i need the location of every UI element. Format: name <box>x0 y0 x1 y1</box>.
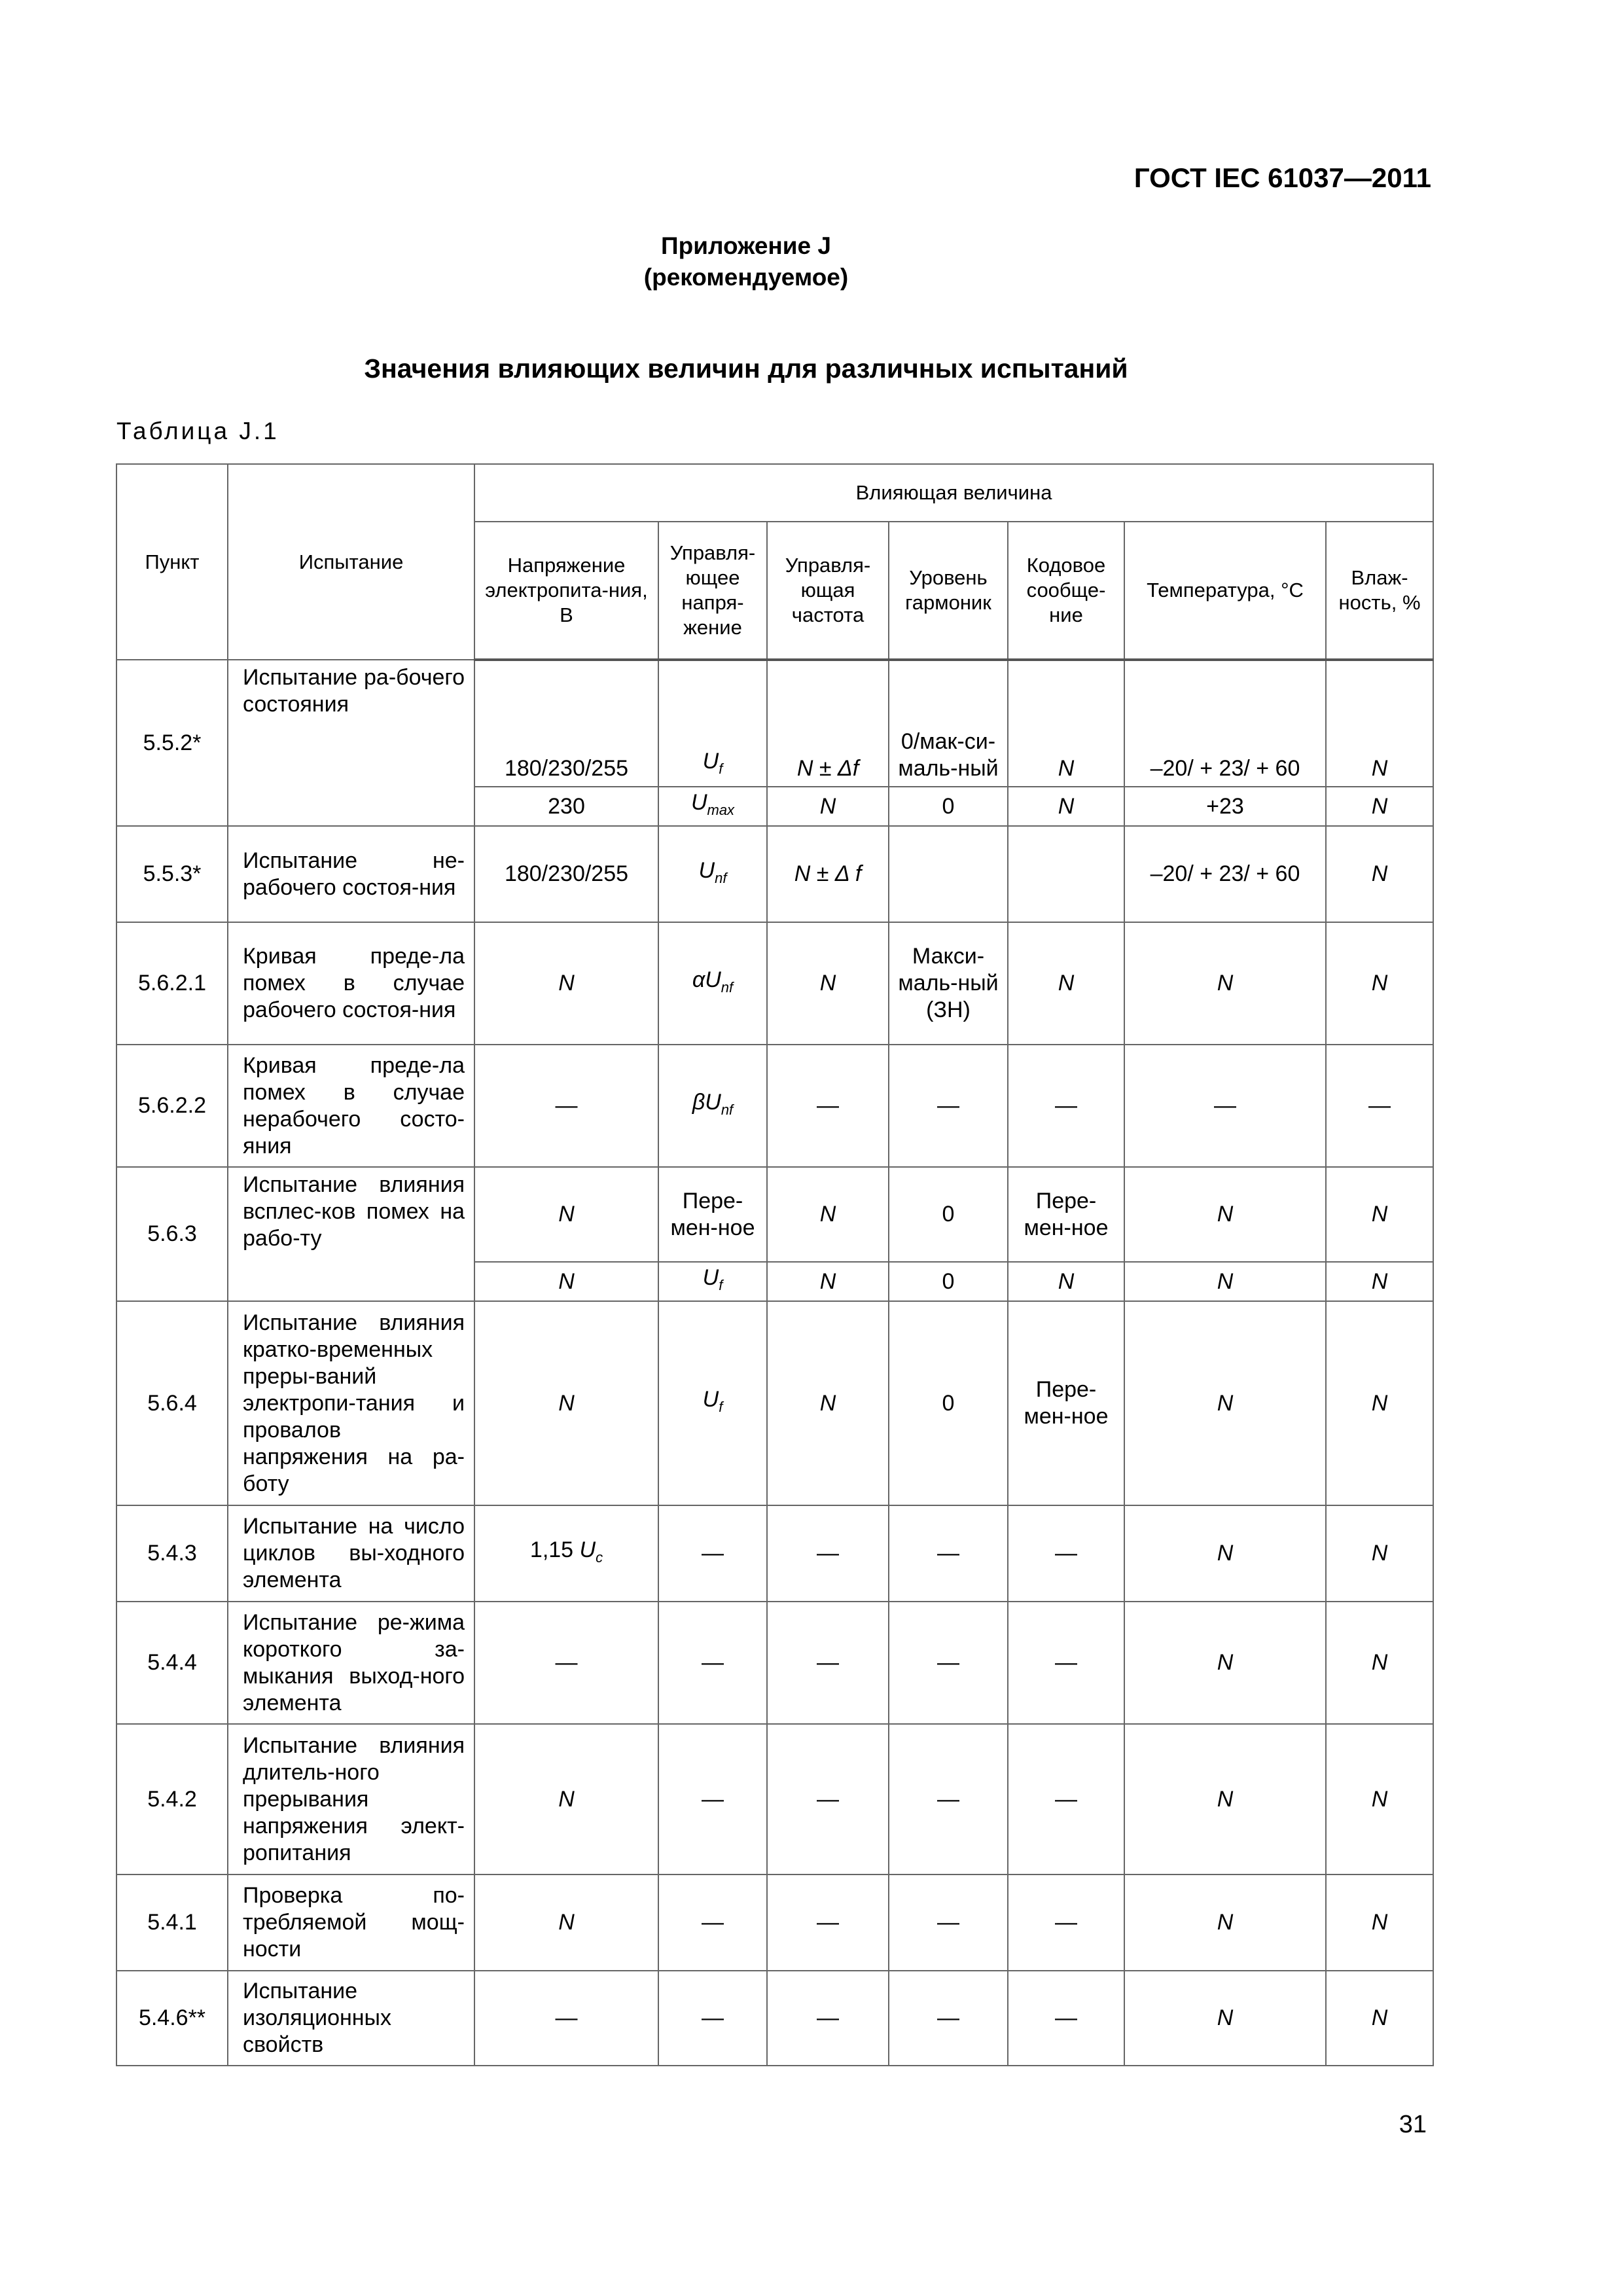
value-cell: N <box>1124 1602 1326 1724</box>
value-cell: N <box>767 1262 889 1301</box>
value-cell: N <box>1326 660 1433 787</box>
value-cell: $\beta U_{nf}$ <box>658 1045 767 1167</box>
value-cell: Пере-мен-ное <box>658 1167 767 1262</box>
test-name: Кривая преде-ла помех в случае нерабочего состо-яния <box>228 1045 474 1167</box>
column-header: Температура, °С <box>1124 522 1326 660</box>
value-cell: N <box>1008 922 1124 1045</box>
item-number: 5.5.2* <box>116 660 228 826</box>
value-cell: N <box>1008 1262 1124 1301</box>
document-designation: ГОСТ IEC 61037—2011 <box>1133 162 1431 193</box>
test-name: Испытание изоляционных свойств <box>228 1971 474 2066</box>
value-cell: N <box>1124 1167 1326 1262</box>
value-cell: N <box>474 922 658 1045</box>
test-name: Кривая преде-ла помех в случае рабочего состоя-ния <box>228 922 474 1045</box>
table-row <box>116 1045 1433 1167</box>
column-header-item: Пункт <box>116 464 228 660</box>
value-cell: 0 <box>889 787 1008 826</box>
value-cell: N <box>1326 1301 1433 1505</box>
table-caption: Таблица J.1 <box>116 418 279 444</box>
value-cell: — <box>474 1045 658 1167</box>
value-cell: N <box>1124 1874 1326 1971</box>
value-cell: N <box>1124 1724 1326 1874</box>
value-cell: N <box>1326 1874 1433 1971</box>
item-number: 5.4.3 <box>116 1505 228 1602</box>
value-cell: N <box>1326 787 1433 826</box>
value-cell: N <box>1008 787 1124 826</box>
table-row <box>116 826 1433 922</box>
value-cell: — <box>658 1971 767 2066</box>
table-row <box>116 1505 1433 1602</box>
value-cell: — <box>1008 1505 1124 1602</box>
value-cell: N <box>767 922 889 1045</box>
value-cell: — <box>658 1602 767 1724</box>
value-cell: N <box>474 1262 658 1301</box>
value-cell: $U_{max}$ <box>658 787 767 826</box>
value-cell: — <box>889 1505 1008 1602</box>
value-cell: N <box>1124 1971 1326 2066</box>
table-row <box>116 1971 1433 2066</box>
test-name: Испытание влияния кратко-временных преры-ваний электропи-тания и провалов напряжения на ра-боту <box>228 1301 474 1505</box>
value-cell: — <box>767 1724 889 1874</box>
column-header: Влаж-ность, % <box>1326 522 1433 660</box>
item-number: 5.6.2.2 <box>116 1045 228 1167</box>
value-cell: N ± Δf <box>767 660 889 787</box>
group-header: Влияющая величина <box>474 464 1433 522</box>
value-cell: — <box>889 1971 1008 2066</box>
value-cell: 0 <box>889 1262 1008 1301</box>
value-cell <box>889 826 1008 922</box>
value-cell: N <box>767 1301 889 1505</box>
value-cell: — <box>767 1045 889 1167</box>
value-cell: N ± Δ f <box>767 826 889 922</box>
table-row <box>116 1301 1433 1505</box>
value-cell: $U_{nf}$ <box>658 826 767 922</box>
column-header: Управля-ющая частота <box>767 522 889 660</box>
value-cell: — <box>474 1971 658 2066</box>
value-cell: N <box>474 1167 658 1262</box>
value-cell: –20/ + 23/ + 60 <box>1124 826 1326 922</box>
value-cell: — <box>658 1505 767 1602</box>
value-cell: +23 <box>1124 787 1326 826</box>
value-cell: 0/мак-си-маль-ный <box>889 660 1008 787</box>
value-cell: — <box>1124 1045 1326 1167</box>
item-number: 5.5.3* <box>116 826 228 922</box>
section-title: Значения влияющих величин для различных испытаний <box>364 353 1128 384</box>
item-number: 5.6.3 <box>116 1167 228 1301</box>
value-cell: 0 <box>889 1301 1008 1505</box>
value-cell: — <box>889 1602 1008 1724</box>
value-cell: — <box>1008 1724 1124 1874</box>
value-cell: — <box>1326 1045 1433 1167</box>
table-row <box>116 922 1433 1045</box>
table-row <box>116 1602 1433 1724</box>
value-cell: N <box>1124 1262 1326 1301</box>
value-cell: N <box>1326 1602 1433 1724</box>
annex-subtitle: (рекомендуемое) <box>643 264 849 291</box>
table-row <box>116 660 1433 787</box>
column-header-test: Испытание <box>228 464 474 660</box>
test-name: Испытание на число циклов вы-ходного элемента <box>228 1505 474 1602</box>
value-cell: — <box>767 1602 889 1724</box>
column-header: Управля-ющее напря-жение <box>658 522 767 660</box>
value-cell: N <box>1326 1971 1433 2066</box>
annex-heading <box>0 230 1558 293</box>
value-cell: Пере-мен-ное <box>1008 1301 1124 1505</box>
value-cell: — <box>767 1971 889 2066</box>
column-header: Напряжение электропита-ния, В <box>474 522 658 660</box>
value-cell: — <box>474 1602 658 1724</box>
test-name: Проверка по-требляемой мощ-ности <box>228 1874 474 1971</box>
value-cell: N <box>1326 1167 1433 1262</box>
test-name: Испытание ра-бочего состояния <box>228 660 474 826</box>
value-cell: — <box>767 1505 889 1602</box>
value-cell: N <box>474 1724 658 1874</box>
value-cell: — <box>767 1874 889 1971</box>
value-cell: N <box>1326 1262 1433 1301</box>
value-cell: — <box>658 1874 767 1971</box>
value-cell: N <box>1326 1505 1433 1602</box>
value-cell: N <box>1008 660 1124 787</box>
value-cell: $U_f$ <box>658 1262 767 1301</box>
value-cell: 180/230/255 <box>474 826 658 922</box>
value-cell: N <box>1124 922 1326 1045</box>
value-cell: — <box>889 1045 1008 1167</box>
value-cell: Пере-мен-ное <box>1008 1167 1124 1262</box>
test-name: Испытание влияния длитель-ного прерывания напряжения элект-ропитания <box>228 1724 474 1874</box>
item-number: 5.4.1 <box>116 1874 228 1971</box>
item-number: 5.6.4 <box>116 1301 228 1505</box>
column-header: Уровень гармоник <box>889 522 1008 660</box>
header-row <box>116 464 1433 522</box>
value-cell: $\alpha U_{nf}$ <box>658 922 767 1045</box>
value-cell: $U_f$ <box>658 660 767 787</box>
value-cell: 0 <box>889 1167 1008 1262</box>
item-number: 5.4.6** <box>116 1971 228 2066</box>
item-number: 5.4.2 <box>116 1724 228 1874</box>
value-cell: –20/ + 23/ + 60 <box>1124 660 1326 787</box>
value-cell: N <box>1326 826 1433 922</box>
test-name: Испытание влияния всплес-ков помех на рабо-ту <box>228 1167 474 1301</box>
page-number: 31 <box>1399 2111 1427 2138</box>
value-cell: 180/230/255 <box>474 660 658 787</box>
value-cell: N <box>767 1167 889 1262</box>
item-number: 5.6.2.1 <box>116 922 228 1045</box>
test-name: Испытание не-рабочего состоя-ния <box>228 826 474 922</box>
value-cell: 1,15 $U_c$ <box>474 1505 658 1602</box>
annex-title: Приложение J <box>661 232 831 259</box>
table-body <box>116 464 1433 2066</box>
value-cell: — <box>889 1874 1008 1971</box>
table-row <box>116 1167 1433 1262</box>
value-cell: — <box>1008 1045 1124 1167</box>
value-cell: N <box>767 787 889 826</box>
table-row <box>116 1874 1433 1971</box>
influence-quantities-table <box>116 463 1434 2066</box>
value-cell: N <box>1124 1505 1326 1602</box>
value-cell: — <box>1008 1971 1124 2066</box>
column-header: Кодовое сообще-ние <box>1008 522 1124 660</box>
value-cell: N <box>1124 1301 1326 1505</box>
value-cell <box>1008 826 1124 922</box>
value-cell: N <box>1326 922 1433 1045</box>
value-cell: N <box>474 1301 658 1505</box>
table-row <box>116 1724 1433 1874</box>
value-cell: Макси-маль-ный (ЗН) <box>889 922 1008 1045</box>
value-cell: — <box>1008 1874 1124 1971</box>
value-cell: — <box>889 1724 1008 1874</box>
item-number: 5.4.4 <box>116 1602 228 1724</box>
value-cell: $U_f$ <box>658 1301 767 1505</box>
value-cell: N <box>474 1874 658 1971</box>
value-cell: N <box>1326 1724 1433 1874</box>
value-cell: — <box>1008 1602 1124 1724</box>
value-cell: 230 <box>474 787 658 826</box>
test-name: Испытание ре-жима короткого за-мыкания выход-ного элемента <box>228 1602 474 1724</box>
value-cell: — <box>658 1724 767 1874</box>
